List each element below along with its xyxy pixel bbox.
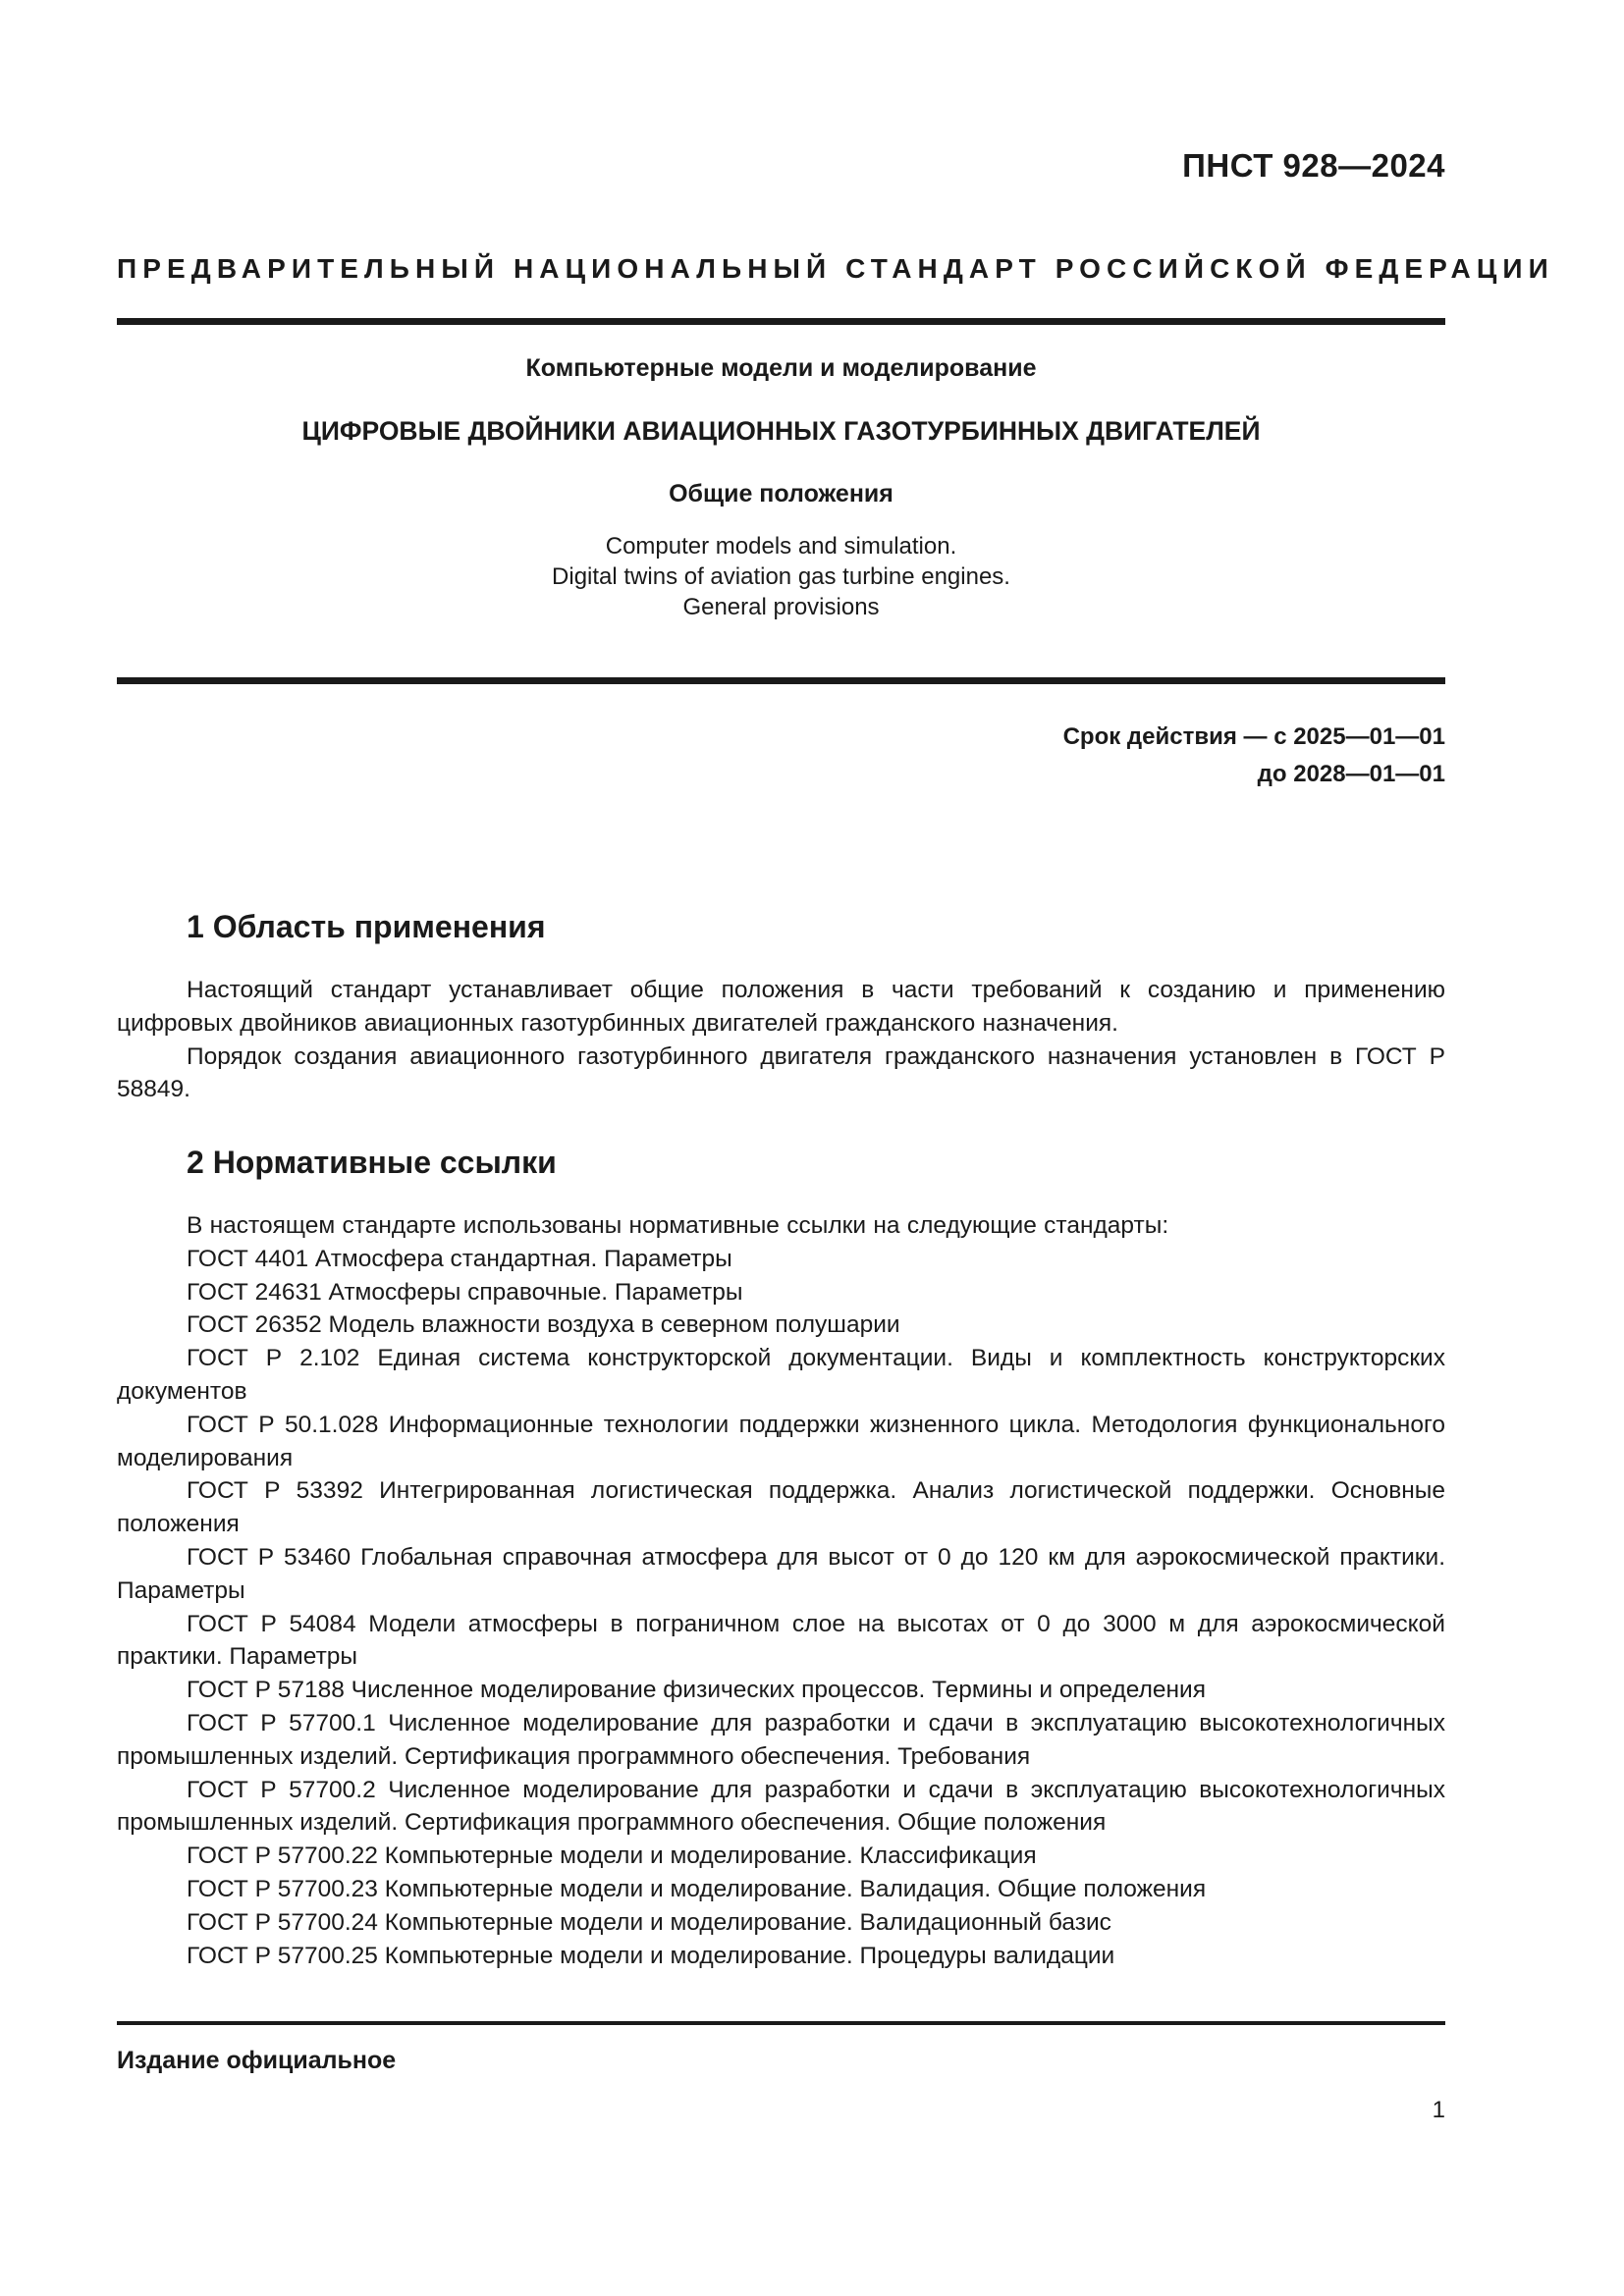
validity-from: Срок действия — с 2025—01—01 bbox=[1062, 723, 1445, 750]
top-divider bbox=[117, 318, 1445, 325]
reference-item: ГОСТ 4401 Атмосфера стандартная. Параметры bbox=[187, 1245, 732, 1272]
english-title-line: Digital twins of aviation gas turbine engines. bbox=[552, 563, 1010, 590]
reference-item: ГОСТ Р 57188 Численное моделирование физических процессов. Термины и определения bbox=[187, 1677, 1206, 1704]
section-heading: 2 Нормативные ссылки bbox=[187, 1145, 557, 1180]
paragraph: Порядок создания авиационного газотурбинного двигателя гражданского назначения установлен в ГОСТ Р 58849. bbox=[117, 1042, 1445, 1103]
page-number: 1 bbox=[1432, 2097, 1445, 2123]
validity-to: до 2028—01—01 bbox=[1257, 761, 1445, 787]
paragraph: Настоящий стандарт устанавливает общие положения в части требований к созданию и применению цифровых двойников авиационных газотурбинных двигателей гражданского назначения. bbox=[117, 977, 1445, 1037]
reference-item: ГОСТ 26352 Модель влажности воздуха в северном полушарии bbox=[187, 1311, 900, 1339]
standard-type-heading: ПРЕДВАРИТЕЛЬНЫЙ НАЦИОНАЛЬНЫЙ СТАНДАРТ РОССИЙСКОЙ ФЕДЕРАЦИИ bbox=[117, 253, 1554, 284]
reference-list bbox=[117, 1243, 1445, 1973]
reference-item: ГОСТ Р 57700.22 Компьютерные модели и моделирование. Классификация bbox=[187, 1842, 1037, 1870]
title-divider bbox=[117, 677, 1445, 684]
english-title-line: General provisions bbox=[682, 594, 880, 620]
reference-item: ГОСТ Р 57700.25 Компьютерные модели и моделирование. Процедуры валидации bbox=[187, 1942, 1115, 1969]
english-title bbox=[117, 531, 1445, 622]
reference-item: ГОСТ Р 57700.2 Численное моделирование для разработки и сдачи в эксплуатацию высокотехнологичных промышленных изделий. Сертификация программного обеспечения. Общие положения bbox=[117, 1776, 1445, 1837]
reference-item: ГОСТ Р 57700.23 Компьютерные модели и моделирование. Валидация. Общие положения bbox=[187, 1875, 1207, 1902]
document-number: ПНСТ 928—2024 bbox=[1182, 147, 1445, 184]
reference-item: ГОСТ Р 54084 Модели атмосферы в пограничном слое на высотах от 0 до 3000 м для аэрокосмической практики. Параметры bbox=[117, 1610, 1445, 1671]
reference-item: ГОСТ Р 53392 Интегрированная логистическая поддержка. Анализ логистической поддержки. Основные положения bbox=[117, 1477, 1445, 1538]
english-title-line: Computer models and simulation. bbox=[605, 533, 957, 560]
references-intro: В настоящем стандарте использованы нормативные ссылки на следующие стандарты: bbox=[187, 1212, 1169, 1239]
title-main: ЦИФРОВЫЕ ДВОЙНИКИ АВИАЦИОННЫХ ГАЗОТУРБИННЫХ ДВИГАТЕЛЕЙ bbox=[301, 416, 1261, 446]
section-references bbox=[117, 1139, 1445, 1972]
reference-item: ГОСТ Р 53460 Глобальная справочная атмосфера для высот от 0 до 120 км для аэрокосмической практики. Параметры bbox=[117, 1543, 1445, 1604]
official-edition-label: Издание официальное bbox=[117, 2047, 397, 2074]
footer-divider bbox=[117, 2021, 1445, 2025]
reference-item: ГОСТ Р 57700.1 Численное моделирование для разработки и сдачи в эксплуатацию высокотехнологичных промышленных изделий. Сертификация программного обеспечения. Требования bbox=[117, 1709, 1445, 1770]
reference-item: ГОСТ 24631 Атмосферы справочные. Параметры bbox=[187, 1278, 743, 1306]
validity-period bbox=[1063, 719, 1445, 793]
title-category: Компьютерные модели и моделирование bbox=[525, 354, 1037, 382]
reference-item: ГОСТ Р 2.102 Единая система конструкторской документации. Виды и комплектность конструкторских документов bbox=[117, 1345, 1445, 1405]
section-scope bbox=[117, 903, 1445, 1106]
title-block bbox=[117, 348, 1445, 622]
reference-item: ГОСТ Р 50.1.028 Информационные технологии поддержки жизненного цикла. Методология функционального моделирования bbox=[117, 1411, 1445, 1471]
section-heading: 1 Область применения bbox=[187, 909, 546, 944]
reference-item: ГОСТ Р 57700.24 Компьютерные модели и моделирование. Валидационный базис bbox=[187, 1908, 1111, 1936]
title-subtitle: Общие положения bbox=[669, 480, 893, 507]
